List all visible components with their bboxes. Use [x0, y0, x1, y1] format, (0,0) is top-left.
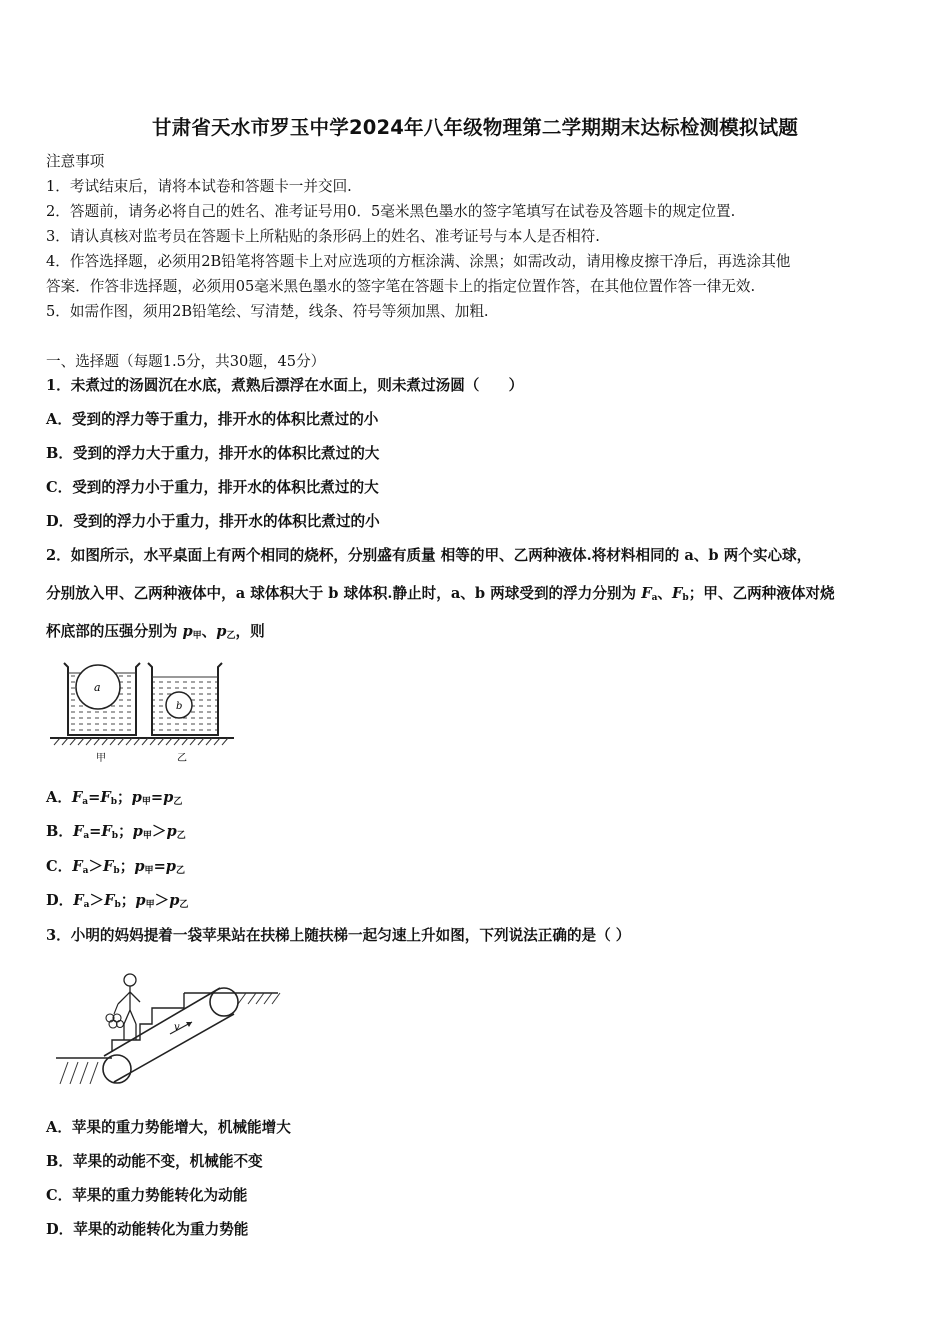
pressure-symbol: p	[163, 789, 174, 806]
force-symbol: F	[71, 789, 83, 806]
force-symbol: F	[73, 892, 84, 909]
option-letter: C．	[46, 858, 73, 875]
relation: ＞	[89, 892, 105, 909]
q3-option-a: A．苹果的重力势能增大，机械能增大	[46, 1119, 291, 1136]
force-symbol: F	[104, 892, 115, 909]
relation: ＞	[154, 892, 170, 909]
separator: 、	[657, 585, 673, 602]
subscript: b	[110, 797, 118, 807]
notice-item: 4．作答选择题，必须用2B铅笔将答题卡上对应选项的方框涂满、涂黑；如需改动，请用橡皮擦干净后，再选涂其他	[46, 253, 791, 270]
subscript: b	[111, 831, 119, 841]
pressure-symbol: p	[216, 623, 227, 640]
notice-item: 答案．作答非选择题，必须用05毫米黑色墨水的签字笔在答题卡上的指定位置作答，在其他位置作答一律无效.	[46, 278, 756, 295]
q1-option-d: D．受到的浮力小于重力，排开水的体积比煮过的小	[46, 513, 380, 530]
pressure-symbol: p	[165, 858, 177, 875]
q2-stem-text: ，则	[235, 623, 265, 640]
option-letter: B．	[46, 823, 73, 840]
velocity-label: v	[174, 1022, 180, 1033]
q2-stem-line3	[46, 622, 265, 646]
force-symbol: F	[672, 585, 683, 602]
table-hatch	[54, 738, 228, 745]
subscript: b	[114, 900, 121, 910]
q2-option-c	[46, 857, 185, 881]
subscript: b	[682, 593, 689, 603]
q3-option-b: B．苹果的动能不变，机械能不变	[46, 1153, 263, 1170]
notice-item: 5．如需作图，须用2B铅笔绘、写清楚，线条、符号等须加黑、加粗.	[46, 303, 489, 320]
q2-stem-line1: 2．如图所示，水平桌面上有两个相同的烧杯，分别盛有质量 相等的甲、乙两种液体.将材料相同的 a、b 两个实心球，	[46, 547, 812, 564]
notice-item: 2．答题前，请务必将自己的姓名、准考证号用0．5毫米黑色墨水的签字笔填写在试卷及答题卡的规定位置.	[46, 203, 736, 220]
section-heading: 一、选择题（每题1.5分，共30题，45分）	[46, 353, 326, 370]
force-symbol: F	[100, 789, 111, 806]
relation: =	[89, 823, 102, 840]
ball-a-label: a	[94, 681, 101, 694]
subscript: a	[83, 831, 90, 841]
label-jia: 甲	[96, 753, 106, 764]
separator: ；	[119, 858, 135, 875]
separator: 、	[201, 623, 217, 640]
subscript: 乙	[173, 797, 183, 807]
option-letter: A．	[46, 789, 72, 806]
ball-b-label: b	[176, 701, 183, 712]
force-symbol: F	[72, 858, 83, 875]
subscript: 甲	[145, 900, 155, 910]
q2-option-b	[46, 822, 186, 846]
q2-stem-line2	[46, 584, 835, 608]
subscript: a	[82, 866, 89, 876]
label-yi: 乙	[177, 753, 187, 764]
separator: ；	[120, 892, 136, 909]
subscript: 甲	[141, 797, 151, 807]
q3-option-c: C．苹果的重力势能转化为动能	[46, 1187, 248, 1204]
notice-item: 3．请认真核对监考员在答题卡上所粘贴的条形码上的姓名、准考证号与本人是否相符.	[46, 228, 600, 245]
q1-stem: 1．未煮过的汤圆沉在水底，煮熟后漂浮在水面上，则未煮过汤圆（ ）	[46, 377, 524, 394]
q2-stem-text: 分别放入甲、乙两种液体中，a 球体积大于 b 球体积.静止时，a、b 两球受到的浮力分别为	[46, 585, 642, 602]
apple-bag	[106, 1004, 124, 1028]
q1-option-a: A．受到的浮力等于重力，排开水的体积比煮过的小	[46, 411, 379, 428]
pressure-symbol: p	[135, 892, 146, 909]
beaker-jia	[64, 663, 140, 735]
q2-stem-text: ；甲、乙两种液体对烧	[688, 585, 835, 602]
relation: ＞	[88, 858, 104, 875]
q2-option-a	[46, 788, 182, 812]
pressure-symbol: p	[182, 623, 193, 640]
escalator-belt	[103, 988, 238, 1083]
q2-stem-text: 杯底部的压强分别为	[46, 623, 183, 640]
separator: ；	[118, 823, 133, 840]
upper-hatch	[238, 993, 280, 1004]
pressure-symbol: p	[166, 823, 177, 840]
beakers-figure	[46, 655, 241, 767]
notice-heading: 注意事项	[46, 153, 105, 170]
pressure-symbol: p	[134, 858, 145, 875]
q1-option-b: B．受到的浮力大于重力，排开水的体积比煮过的大	[46, 445, 380, 462]
q2-option-d	[46, 891, 188, 915]
notice-item: 1．考试结束后，请将本试卷和答题卡一并交回.	[46, 178, 352, 195]
relation: =	[88, 789, 101, 806]
subscript: 乙	[176, 866, 186, 876]
separator: ；	[117, 789, 132, 806]
subscript: 乙	[176, 831, 186, 841]
subscript: a	[83, 900, 90, 910]
q3-stem: 3．小明的妈妈提着一袋苹果站在扶梯上随扶梯一起匀速上升如图，下列说法正确的是（ ）	[46, 927, 631, 944]
subscript: 乙	[179, 900, 189, 910]
relation: =	[150, 789, 164, 806]
force-symbol: F	[72, 823, 84, 840]
pressure-symbol: p	[169, 892, 180, 909]
subscript: b	[113, 866, 120, 876]
pressure-symbol: p	[132, 823, 143, 840]
subscript: 甲	[142, 831, 152, 841]
subscript: 甲	[192, 631, 202, 641]
force-symbol: F	[641, 585, 652, 602]
subscript: a	[82, 797, 89, 807]
subscript: 乙	[226, 631, 236, 641]
relation: ＞	[151, 823, 167, 840]
person	[118, 974, 140, 1040]
option-letter: D．	[46, 892, 74, 909]
subscript: a	[651, 593, 658, 603]
force-symbol: F	[101, 823, 112, 840]
pressure-symbol: p	[131, 789, 142, 806]
subscript: 甲	[144, 866, 154, 876]
force-symbol: F	[103, 858, 114, 875]
q1-option-c: C．受到的浮力小于重力，排开水的体积比煮过的大	[46, 479, 379, 496]
lower-hatch	[60, 1062, 98, 1084]
beaker-yi	[148, 663, 222, 735]
escalator-figure	[52, 970, 284, 1092]
exam-title: 甘肃省天水市罗玉中学2024年八年级物理第二学期期末达标检测模拟试题	[151, 116, 799, 139]
relation: =	[153, 858, 166, 875]
q3-option-d: D．苹果的动能转化为重力势能	[46, 1221, 249, 1238]
